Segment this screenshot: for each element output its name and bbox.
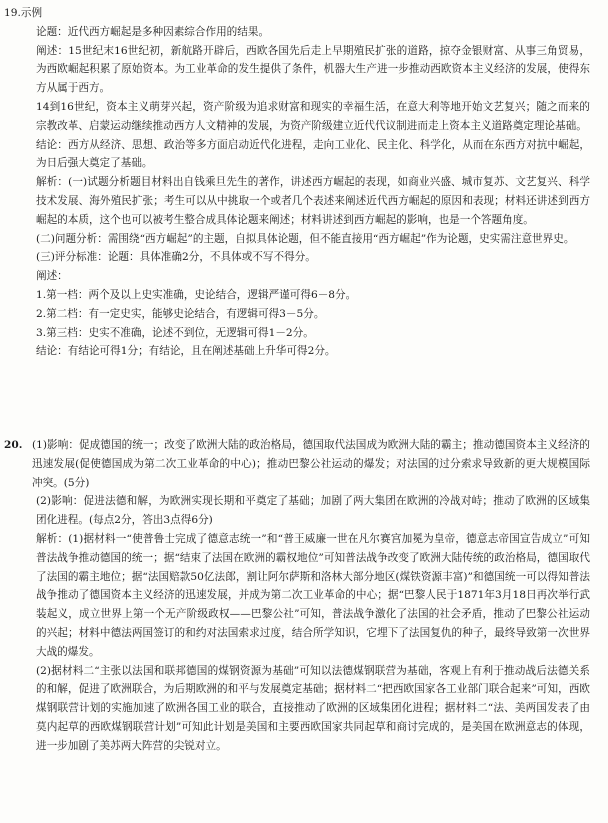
q20-analysis-1: 解析：(1)据材料一“使普鲁士完成了德意志统一”和“普王威廉一世在凡尔赛宫加冕为皇帝，德意志帝国宣告成立”可知普法战争推动德国的统一；据“结束了法国在欧洲的霸权地位”可知普法战争改变了欧洲大陆传统的政治格局，德国取代了法国的霸主地位；据“法国赔款50亿法郎，割让阿尔萨斯和洛林大部分地区(煤铁资源丰富)”和德国统一可以得知普法战争推动了德国资本主义经济的迅速发展，并成为第二次工业革命的中心；据“巴黎人民于1871年3月18日再次举行武装起义，成立世界上第一个无产阶级政权——巴黎公社”可知，普法战争激化了法国的社会矛盾，推动了巴黎公社运动的兴起；材料中德法两国签订的和约对法国索求过度，结合所学知识，它埋下了法国复仇的种子，最终导致第一次世界大战的爆发。 — [36, 532, 590, 658]
q19-elaboration-2: 14到16世纪，资本主义萌芽兴起，资产阶级为追求财富和现实的幸福生活，在意大利等地开始文艺复兴；随之而来的宗教改革、启蒙运动继续推动西方人文精神的发展，为资产阶级建立近代代议制进而走上资本主义道路奠定理论基础。 — [36, 100, 590, 132]
q19-scoring-elaboration-label: 阐述： — [36, 270, 68, 283]
question-19-answer — [4, 4, 600, 361]
question-19-number: 19. — [4, 7, 21, 19]
q19-conclusion-scoring: 结论：有结论可得1分；有结论，且在阐述基础上升华可得2分。 — [36, 345, 336, 358]
q19-tier-3: 3.第三档：史实不准确，论述不到位，无逻辑可得1－2分。 — [36, 326, 314, 339]
question-20-body — [36, 492, 590, 755]
q19-thesis: 论题：近代西方崛起是多种因素综合作用的结果。 — [36, 25, 270, 38]
question-20-first-row — [4, 436, 600, 492]
q19-tier-2: 2.第二档：有一定史实，能够史论结合，有逻辑可得3－5分。 — [36, 307, 325, 320]
question-19-title: 示例 — [20, 7, 43, 19]
q19-tier-1: 1.第一档：两个及以上史实准确，史论结合，逻辑严谨可得6－8分。 — [36, 288, 357, 301]
q19-elaboration: 阐述：15世纪末16世纪初，新航路开辟后，西欧各国先后走上早期殖民扩张的道路，掠夺金银财富、从事三角贸易，为西欧崛起积累了原始资本。为工业革命的发生提供了条件，机器大生产进一步推动西欧资本主义经济的发展，使得东方从属于西方。 — [36, 44, 590, 95]
q19-analysis-1: 解析：(一)试题分析题目材料出自钱乘旦先生的著作，讲述西方崛起的表现，如商业兴盛、城市复苏、文艺复兴、科学技术发展、海外殖民扩张；考生可以从中挑取一个或者几个表述来阐述近代西方崛起的原因和表现；材料还讲述到西方崛起的本质，这个也可以被考生整合成具体论题来阐述；材料讲述到西方崛起的影响，也是一个答题角度。 — [36, 176, 590, 226]
question-20-answer — [4, 436, 600, 756]
question-19-body — [36, 23, 590, 361]
q19-conclusion: 结论：西方从经济、思想、政治等多方面启动近代化进程，走向工业化、民主化、科学化，从而在东西方对抗中崛起，为日后强大奠定了基础。 — [36, 138, 590, 170]
q19-scoring-standard: (三)评分标准：论题：具体准确2分，不具体或不写不得分。 — [36, 251, 316, 264]
q20-analysis-2: (2)据材料二“主张以法国和联邦德国的煤钢资源为基础”可知以法德煤钢联营为基础，客观上有利于推动战后法德关系的和解，促进了欧洲联合，为后期欧洲的和平与发展奠定基础；据材料二“把西欧国家各工业部门联合起来”可知，西欧煤钢联营计划的实施加速了欧洲各国工业的联合，直接推动了欧洲的区域集团化进程；据材料二“法、美两国发表了由莫内起草的西欧煤钢联营计划”可知此计划是美国和主要西欧国家共同起草和商讨完成的，是美国在欧洲意志的体现，进一步加剧了美苏两大阵营的尖锐对立。 — [36, 664, 590, 752]
q19-analysis-2: (二)问题分析：需围绕“西方崛起”的主题，自拟具体论题，但不能直接用“西方崛起”作为论题，史实需注意世界史。 — [36, 232, 575, 245]
question-19-heading — [4, 4, 600, 23]
q20-part-1-answer: (1)影响：促成德国的统一；改变了欧洲大陆的政治格局，德国取代法国成为欧洲大陆的霸主；推动德国资本主义经济的迅速发展(促使德国成为第二次工业革命的中心)；推动巴黎公社运动的爆发；对法国的过分索求导致新的更大规模国际冲突。(5分) — [32, 439, 590, 489]
q20-part-2-answer: (2)影响：促进法德和解，为欧洲实现长期和平奠定了基础；加剧了两大集团在欧洲的冷战对峙；推动了欧洲的区域集团化进程。(每点2分，答出3点得6分) — [36, 495, 590, 527]
question-20-number: 20. — [4, 439, 23, 451]
